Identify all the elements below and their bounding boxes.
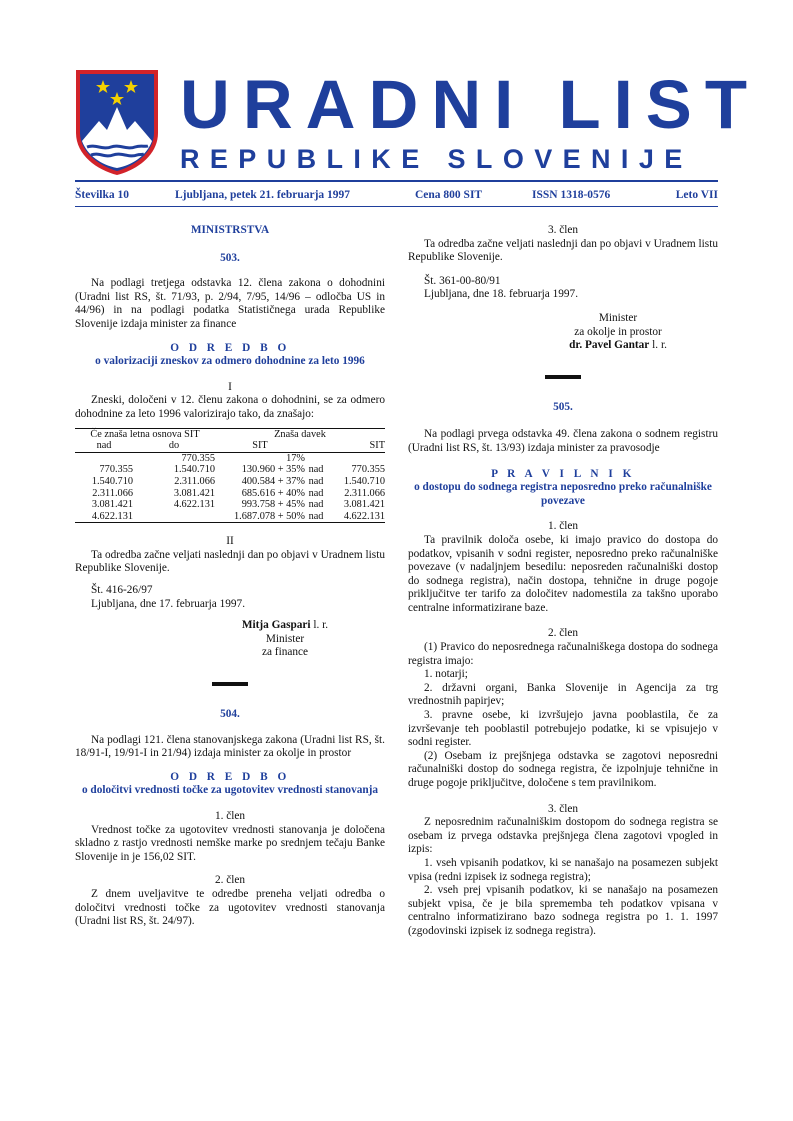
table-row: 3.081.421 4.622.131 993.758 + 45% nad 3.081.421 <box>91 499 385 511</box>
act-505-article-2-item-2: 2. državni organi, Banka Slovenije in Agencija za trg vrednostnih papirjev; <box>408 681 718 708</box>
table-header-sit: SIT <box>215 440 305 452</box>
table-row: 2.311.066 3.081.421 685.616 + 40% nad 2.311.066 <box>92 487 385 499</box>
act-505-heading: o dostopu do sodnega registra neposredno preko računalniške povezave <box>414 481 712 507</box>
act-505-article-3-p1: Z neposrednim računalniškim dostopom do sodnega registra se osebam iz prvega odstavka prejšnjega člena zagotovi vpogled in izpis: <box>408 816 718 856</box>
right-column <box>408 224 718 939</box>
act-505-article-3-item-2: 2. vseh prej vpisanih podatkov, ki se nanašajo na posamezen subjekt vpisa, če je bila sprememba teh podatkov vpisana v centralno informatizirano bazo sodnega registra po 1. 1. 1997 (zgodovinski izpisek iz sodnega registra). <box>408 884 718 937</box>
publication-subtitle: REPUBLIKE SLOVENIJE <box>180 144 693 174</box>
signatory-role-2: za finance <box>261 646 309 659</box>
act-505-article-2-item-3: 3. pravne osebe, ki izvršujejo javna pooblastila, če za izvrševanje teh pooblastil potrebujejo podatke, ki se vpisujejo v sodni register. <box>408 709 718 749</box>
act-505-article-3-item-1: 1. vseh vpisanih podatkov, ki se nanašajo na posamezen subjekt vpisa (redni izpisek iz sodnega registra); <box>408 856 718 883</box>
signatory-name: dr. Pavel Gantar <box>569 339 650 352</box>
publication-title: URADNI LIST <box>180 66 760 143</box>
act-number-503: 503. <box>220 251 240 264</box>
act-503-text-2: Ta odredba začne veljati naslednji dan po objavi v Uradnem listu Republike Slovenije. <box>75 548 385 575</box>
signatory-name: Mitja Gaspari <box>241 619 311 632</box>
act-number-504: 504. <box>220 708 240 721</box>
act-504-article-2-text: Z dnem uveljavitve te odredbe preneha veljati odredba o določitvi vrednosti točke za ugotovitev vrednosti stanovanja (Uradni list RS, št. 24/97). <box>75 887 385 928</box>
table-row: 4.622.131 1.687.078 + 50% nad 4.622.131 <box>75 511 385 523</box>
table-header-to: do <box>133 440 215 452</box>
section-heading: MINISTRSTVA <box>190 224 270 236</box>
table-header-sit: SIT <box>327 440 385 452</box>
act-505-article-2-title: 2. člen <box>547 627 579 640</box>
act-504-signature <box>408 339 718 353</box>
masthead-rule-bottom <box>75 206 718 207</box>
act-503-heading: o valorizaciji zneskov za odmero dohodnine za leto 1996 <box>95 355 365 368</box>
issue-number: Številka 10 <box>75 189 129 201</box>
act-505-kind: P R A V I L N I K <box>491 467 635 480</box>
act-503-intro: Na podlagi tretjega odstavka 12. člena zakona o dohodnini (Uradni list RS, št. 71/93, p. 2/94, 7/95, 14/96 – odločba US in 44/96) in na podlagi podatka Statističnega urada Republike Slovenije izdaja minister za finance <box>75 277 385 330</box>
act-505-article-2-item-1: 1. notarji; <box>424 668 468 681</box>
act-505-article-1-text: Ta pravilnik določa osebe, ki imajo pravico do dostopa do podatkov, vpisanih v sodni register, neposredno preko računalniške povezave (v nadaljnjem besedilu: neposreden računalniški dostop do sodnega registra), način dostopa, tehnične in druge pogoje priključitve ter tarifo za določitev nadomestila za takšno uporabo centralne informatizirane baze. <box>408 533 718 614</box>
masthead-rule-top <box>75 180 718 182</box>
issue-issn: ISSN 1318-0576 <box>532 189 611 201</box>
act-504-place-date: Ljubljana, dne 18. februarja 1997. <box>424 288 579 301</box>
act-503-kind: O D R E D B O <box>170 341 290 354</box>
act-504-article-1-text: Vrednost točke za ugotovitev vrednosti stanovanja je določena skladno z rastjo vrednosti nemške marke po srednjem tečaju Banke Slovenije in je 156,02 SIT. <box>75 823 385 863</box>
act-504-article-2-title: 2. člen <box>214 874 246 887</box>
act-503-signature <box>75 619 385 633</box>
table-header-basis: Če znaša letna osnova SIT <box>75 428 215 440</box>
signatory-lr: l. r. <box>310 619 329 632</box>
table-row: 770.355 17% <box>181 452 305 464</box>
act-504-article-3-title: 3. člen <box>547 224 579 236</box>
act-504-article-3-text: Ta odredba začne veljati naslednji dan po objavi v Uradnem listu Republike Slovenije. <box>408 237 718 264</box>
act-505-article-3-title: 3. člen <box>547 802 579 815</box>
act-503-text-1: Zneski, določeni v 12. členu zakona o dohodnini, se za odmero dohodnine za leto 1996 valorizirajo tako, da znašajo: <box>75 394 385 420</box>
act-504-intro: Na podlagi 121. člena stanovanjskega zakona (Uradni list RS, št. 18/91-I, 19/91-I in 21/94) izdaja minister za okolje in prostor <box>75 733 385 760</box>
act-504-article-1-title: 1. člen <box>214 810 246 822</box>
act-505-article-2-p2: (2) Osebam iz prejšnjega odstavka se zagotovi neposredni računalniški dostop do sodnega registra, če izpolnjuje tehnične in druge pogoje priključitve, določene s tem pravilnikom. <box>408 749 718 789</box>
signatory-role-2: za okolje in prostor <box>574 325 662 338</box>
table-row: 1.540.710 2.311.066 400.584 + 37% nad 1.540.710 <box>91 475 385 487</box>
act-505-article-1-title: 1. člen <box>547 520 579 533</box>
act-504-heading: o določitvi vrednosti točke za ugotovitev vrednosti stanovanja <box>81 784 379 797</box>
left-column <box>75 224 385 929</box>
act-503-part-1: I <box>228 380 232 393</box>
act-504-kind: O D R E D B O <box>170 770 290 783</box>
masthead-line <box>75 187 718 203</box>
issue-year: Leto VII <box>675 189 718 201</box>
act-503-place-date: Ljubljana, dne 17. februarja 1997. <box>91 597 246 610</box>
table-header-tax: Znaša davek <box>215 428 385 440</box>
act-503-part-2: II <box>226 535 234 548</box>
table-row: 770.355 1.540.710 130.960 + 35% nad 770.355 <box>99 464 385 476</box>
coat-of-arms-icon <box>73 67 161 177</box>
act-number-505: 505. <box>553 400 573 413</box>
issue-date: Ljubljana, petek 21. februarja 1997 <box>175 189 351 201</box>
act-504-reference: Št. 361-00-80/91 <box>424 274 501 287</box>
valuation-table <box>75 428 385 524</box>
issue-price: Cena 800 SIT <box>415 189 483 201</box>
signatory-role: Minister <box>598 311 638 324</box>
signatory-role: Minister <box>265 632 305 645</box>
signatory-lr: l. r. <box>649 339 667 352</box>
table-header-from: nad <box>75 440 133 452</box>
act-503-reference: Št. 416-26/97 <box>91 584 153 597</box>
act-505-article-2-p1: (1) Pravico do neposrednega računalniškega dostopa do sodnega registra imajo: <box>408 641 718 667</box>
act-505-intro: Na podlagi prvega odstavka 49. člena zakona o sodnem registru (Uradni list RS, št. 13/93) izdaja minister za pravosodje <box>408 428 718 454</box>
